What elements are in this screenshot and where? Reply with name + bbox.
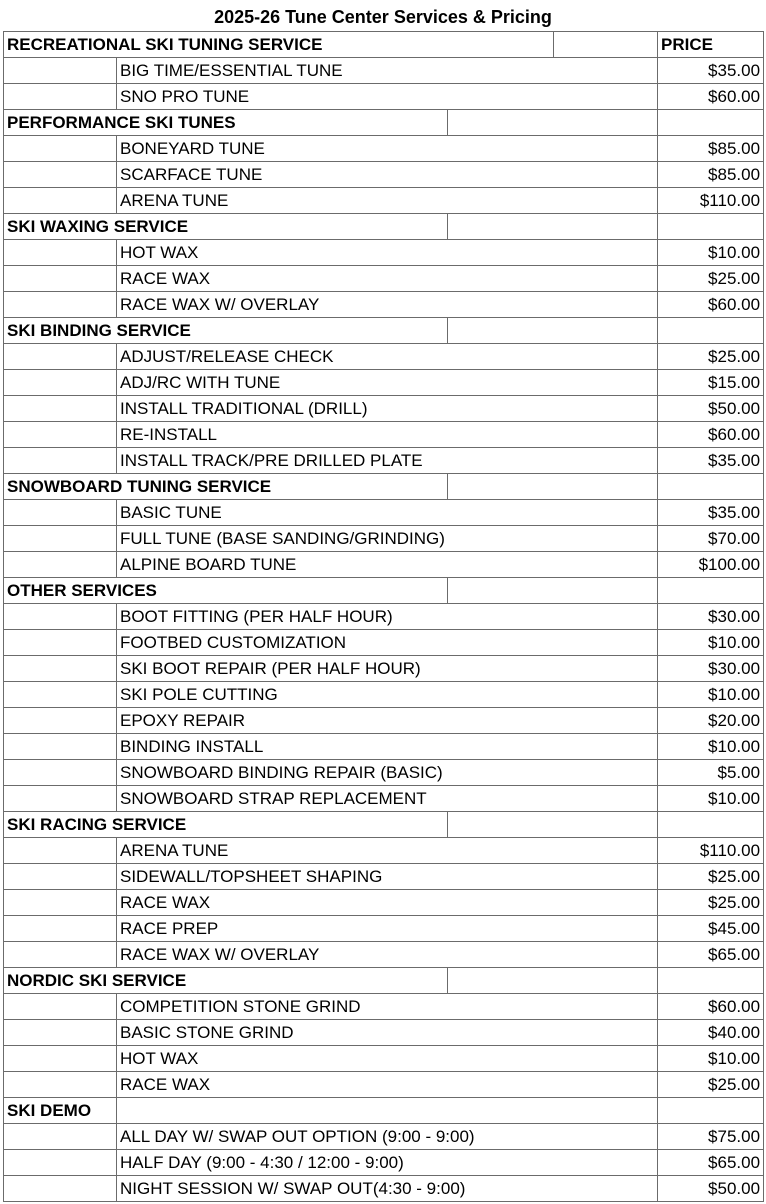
indent-cell: [4, 1150, 117, 1176]
service-price: $85.00: [658, 162, 764, 188]
service-row: [4, 942, 764, 968]
empty-cell: [658, 578, 764, 604]
service-price: $35.00: [658, 58, 764, 84]
indent-cell: [4, 916, 117, 942]
service-label-text: ALL DAY W/ SWAP OUT OPTION (9:00 - 9:00): [120, 1127, 475, 1146]
section-title: NORDIC SKI SERVICE: [4, 968, 448, 994]
service-label: [117, 656, 658, 682]
service-price: $25.00: [658, 864, 764, 890]
service-label: [117, 838, 658, 864]
service-price: $30.00: [658, 604, 764, 630]
service-label: [117, 396, 658, 422]
service-label-text: BASIC TUNE: [120, 503, 222, 522]
service-label-text: SNOWBOARD BINDING REPAIR (BASIC): [120, 763, 443, 782]
indent-cell: [4, 526, 117, 552]
service-price: $60.00: [658, 84, 764, 110]
service-label: [117, 552, 658, 578]
service-label: [117, 1046, 658, 1072]
indent-cell: [4, 682, 117, 708]
service-price: $65.00: [658, 942, 764, 968]
service-price: $10.00: [658, 682, 764, 708]
service-row: [4, 838, 764, 864]
service-row: [4, 84, 764, 110]
indent-cell: [4, 422, 117, 448]
service-price: $65.00: [658, 1150, 764, 1176]
service-label: [117, 1020, 658, 1046]
indent-cell: [4, 604, 117, 630]
empty-cell: [658, 812, 764, 838]
indent-cell: [4, 162, 117, 188]
service-row: [4, 1072, 764, 1098]
service-row: [4, 422, 764, 448]
service-label-text: SKI BOOT REPAIR (PER HALF HOUR): [120, 659, 421, 678]
section-title: OTHER SERVICES: [4, 578, 448, 604]
empty-cell: [448, 214, 658, 240]
indent-cell: [4, 1046, 117, 1072]
service-label: [117, 422, 658, 448]
indent-cell: [4, 292, 117, 318]
service-label: [117, 604, 658, 630]
service-label-text: RACE WAX: [120, 1075, 211, 1094]
service-price: $10.00: [658, 240, 764, 266]
service-label: [117, 526, 658, 552]
empty-cell: [448, 578, 658, 604]
section-title: SKI DEMO: [4, 1098, 117, 1124]
service-label-text: SIDEWALL/TOPSHEET SHAPING: [120, 867, 383, 886]
indent-cell: [4, 344, 117, 370]
indent-cell: [4, 890, 117, 916]
service-label: [117, 370, 658, 396]
service-price: $85.00: [658, 136, 764, 162]
service-label-text: SNOWBOARD STRAP REPLACEMENT: [120, 789, 427, 808]
service-label: [117, 84, 658, 110]
indent-cell: [4, 1072, 117, 1098]
service-row: [4, 890, 764, 916]
section-header-row: [4, 318, 764, 344]
indent-cell: [4, 552, 117, 578]
indent-cell: [4, 266, 117, 292]
empty-cell: [658, 110, 764, 136]
indent-cell: [4, 1020, 117, 1046]
service-label-text: RACE PREP: [120, 919, 219, 938]
pricing-table: [3, 31, 764, 1202]
service-row: [4, 526, 764, 552]
empty-cell: [448, 110, 658, 136]
service-row: [4, 1046, 764, 1072]
service-price: $25.00: [658, 890, 764, 916]
service-label-text: COMPETITION STONE GRIND: [120, 997, 361, 1016]
service-price: $25.00: [658, 344, 764, 370]
service-label-text: RACE WAX W/ OVERLAY: [120, 945, 320, 964]
empty-cell: [658, 318, 764, 344]
service-label: [117, 1150, 658, 1176]
section-title: SKI BINDING SERVICE: [4, 318, 448, 344]
service-label-text: HOT WAX: [120, 243, 199, 262]
service-label-text: INSTALL TRACK/PRE DRILLED PLATE: [120, 451, 423, 470]
section-header-row: [4, 1098, 764, 1124]
service-label-text: BONEYARD TUNE: [120, 139, 265, 158]
service-row: [4, 786, 764, 812]
service-label-text: ALPINE BOARD TUNE: [120, 555, 297, 574]
service-row: [4, 552, 764, 578]
service-price: $45.00: [658, 916, 764, 942]
service-row: [4, 916, 764, 942]
service-row: [4, 162, 764, 188]
section-title: SKI WAXING SERVICE: [4, 214, 448, 240]
service-price: $60.00: [658, 292, 764, 318]
service-label: [117, 994, 658, 1020]
service-label: [117, 916, 658, 942]
indent-cell: [4, 864, 117, 890]
indent-cell: [4, 786, 117, 812]
sheet-title: 2025-26 Tune Center Services & Pricing: [214, 7, 552, 27]
empty-cell: [658, 214, 764, 240]
indent-cell: [4, 760, 117, 786]
service-price: $100.00: [658, 552, 764, 578]
indent-cell: [4, 708, 117, 734]
service-row: [4, 656, 764, 682]
indent-cell: [4, 370, 117, 396]
section-header-row: [4, 110, 764, 136]
section-header-row: [4, 32, 764, 58]
indent-cell: [4, 188, 117, 214]
service-label: [117, 58, 658, 84]
service-row: [4, 396, 764, 422]
service-label-text: EPOXY REPAIR: [120, 711, 246, 730]
service-label-text: RE-INSTALL: [120, 425, 217, 444]
service-row: [4, 266, 764, 292]
service-row: [4, 240, 764, 266]
price-column-header: PRICE: [658, 32, 764, 58]
service-label-text: FULL TUNE (BASE SANDING/GRINDING): [120, 529, 445, 548]
service-price: $60.00: [658, 422, 764, 448]
indent-cell: [4, 838, 117, 864]
service-row: [4, 1150, 764, 1176]
service-label: [117, 1176, 658, 1202]
indent-cell: [4, 994, 117, 1020]
section-title: PERFORMANCE SKI TUNES: [4, 110, 448, 136]
indent-cell: [4, 500, 117, 526]
service-label-text: FOOTBED CUSTOMIZATION: [120, 633, 347, 652]
empty-cell: [448, 812, 658, 838]
service-label: [117, 890, 658, 916]
service-price: $10.00: [658, 630, 764, 656]
service-label: [117, 344, 658, 370]
service-row: [4, 500, 764, 526]
service-price: $35.00: [658, 500, 764, 526]
service-price: $25.00: [658, 266, 764, 292]
service-row: [4, 682, 764, 708]
service-row: [4, 604, 764, 630]
service-label-text: ARENA TUNE: [120, 191, 229, 210]
empty-cell: [448, 968, 658, 994]
service-price: $25.00: [658, 1072, 764, 1098]
service-price: $50.00: [658, 1176, 764, 1202]
empty-cell: [448, 474, 658, 500]
pricing-table-body: [4, 32, 764, 1202]
service-label: [117, 760, 658, 786]
section-header-row: [4, 968, 764, 994]
service-row: [4, 370, 764, 396]
indent-cell: [4, 1124, 117, 1150]
section-title: SKI RACING SERVICE: [4, 812, 448, 838]
service-price: $40.00: [658, 1020, 764, 1046]
service-label-text: RACE WAX: [120, 893, 211, 912]
service-label-text: SKI POLE CUTTING: [120, 685, 278, 704]
service-label: [117, 786, 658, 812]
service-row: [4, 1176, 764, 1202]
service-row: [4, 1020, 764, 1046]
service-label-text: BIG TIME/ESSENTIAL TUNE: [120, 61, 343, 80]
service-label: [117, 136, 658, 162]
service-label: [117, 448, 658, 474]
service-label: [117, 266, 658, 292]
service-price: $110.00: [658, 188, 764, 214]
service-label: [117, 240, 658, 266]
indent-cell: [4, 630, 117, 656]
service-row: [4, 136, 764, 162]
service-price: $20.00: [658, 708, 764, 734]
section-title: SNOWBOARD TUNING SERVICE: [4, 474, 448, 500]
service-label-text: INSTALL TRADITIONAL (DRILL): [120, 399, 368, 418]
section-header-row: [4, 474, 764, 500]
service-label-text: BASIC STONE GRIND: [120, 1023, 294, 1042]
service-price: $60.00: [658, 994, 764, 1020]
service-price: $75.00: [658, 1124, 764, 1150]
empty-cell: [658, 968, 764, 994]
service-label-text: RACE WAX: [120, 269, 211, 288]
service-label: [117, 292, 658, 318]
indent-cell: [4, 448, 117, 474]
service-label: [117, 942, 658, 968]
service-label: [117, 500, 658, 526]
service-row: [4, 994, 764, 1020]
service-label-text: ADJ/RC WITH TUNE: [120, 373, 281, 392]
service-row: [4, 864, 764, 890]
empty-cell: [448, 318, 658, 344]
service-row: [4, 630, 764, 656]
service-label: [117, 734, 658, 760]
indent-cell: [4, 136, 117, 162]
section-header-row: [4, 812, 764, 838]
indent-cell: [4, 240, 117, 266]
section-header-row: [4, 578, 764, 604]
service-label-text: SNO PRO TUNE: [120, 87, 250, 106]
service-row: [4, 708, 764, 734]
indent-cell: [4, 58, 117, 84]
service-price: $5.00: [658, 760, 764, 786]
service-price: $50.00: [658, 396, 764, 422]
empty-cell: [554, 32, 658, 58]
service-label-text: SCARFACE TUNE: [120, 165, 263, 184]
service-label: [117, 630, 658, 656]
service-label-text: HOT WAX: [120, 1049, 199, 1068]
empty-cell: [117, 1098, 658, 1124]
service-row: [4, 344, 764, 370]
service-label: [117, 682, 658, 708]
indent-cell: [4, 1176, 117, 1202]
service-label: [117, 708, 658, 734]
service-label-text: ARENA TUNE: [120, 841, 229, 860]
service-row: [4, 760, 764, 786]
indent-cell: [4, 656, 117, 682]
service-price: $30.00: [658, 656, 764, 682]
service-label-text: BINDING INSTALL: [120, 737, 264, 756]
service-row: [4, 188, 764, 214]
service-row: [4, 292, 764, 318]
indent-cell: [4, 84, 117, 110]
service-label-text: HALF DAY (9:00 - 4:30 / 12:00 - 9:00): [120, 1153, 404, 1172]
indent-cell: [4, 734, 117, 760]
service-price: $70.00: [658, 526, 764, 552]
empty-cell: [658, 474, 764, 500]
service-row: [4, 58, 764, 84]
service-price: $15.00: [658, 370, 764, 396]
service-price: $35.00: [658, 448, 764, 474]
service-label: [117, 1124, 658, 1150]
service-row: [4, 1124, 764, 1150]
service-label: [117, 1072, 658, 1098]
service-price: $10.00: [658, 786, 764, 812]
service-price: $110.00: [658, 838, 764, 864]
indent-cell: [4, 942, 117, 968]
service-label: [117, 162, 658, 188]
service-label: [117, 864, 658, 890]
service-row: [4, 448, 764, 474]
service-price: $10.00: [658, 1046, 764, 1072]
empty-cell: [658, 1098, 764, 1124]
service-label-text: BOOT FITTING (PER HALF HOUR): [120, 607, 393, 626]
service-row: [4, 734, 764, 760]
service-price: $10.00: [658, 734, 764, 760]
service-label: [117, 188, 658, 214]
section-title: RECREATIONAL SKI TUNING SERVICE: [4, 32, 554, 58]
service-label-text: RACE WAX W/ OVERLAY: [120, 295, 320, 314]
service-label-text: NIGHT SESSION W/ SWAP OUT(4:30 - 9:00): [120, 1179, 466, 1198]
section-header-row: [4, 214, 764, 240]
service-label-text: ADJUST/RELEASE CHECK: [120, 347, 334, 366]
indent-cell: [4, 396, 117, 422]
